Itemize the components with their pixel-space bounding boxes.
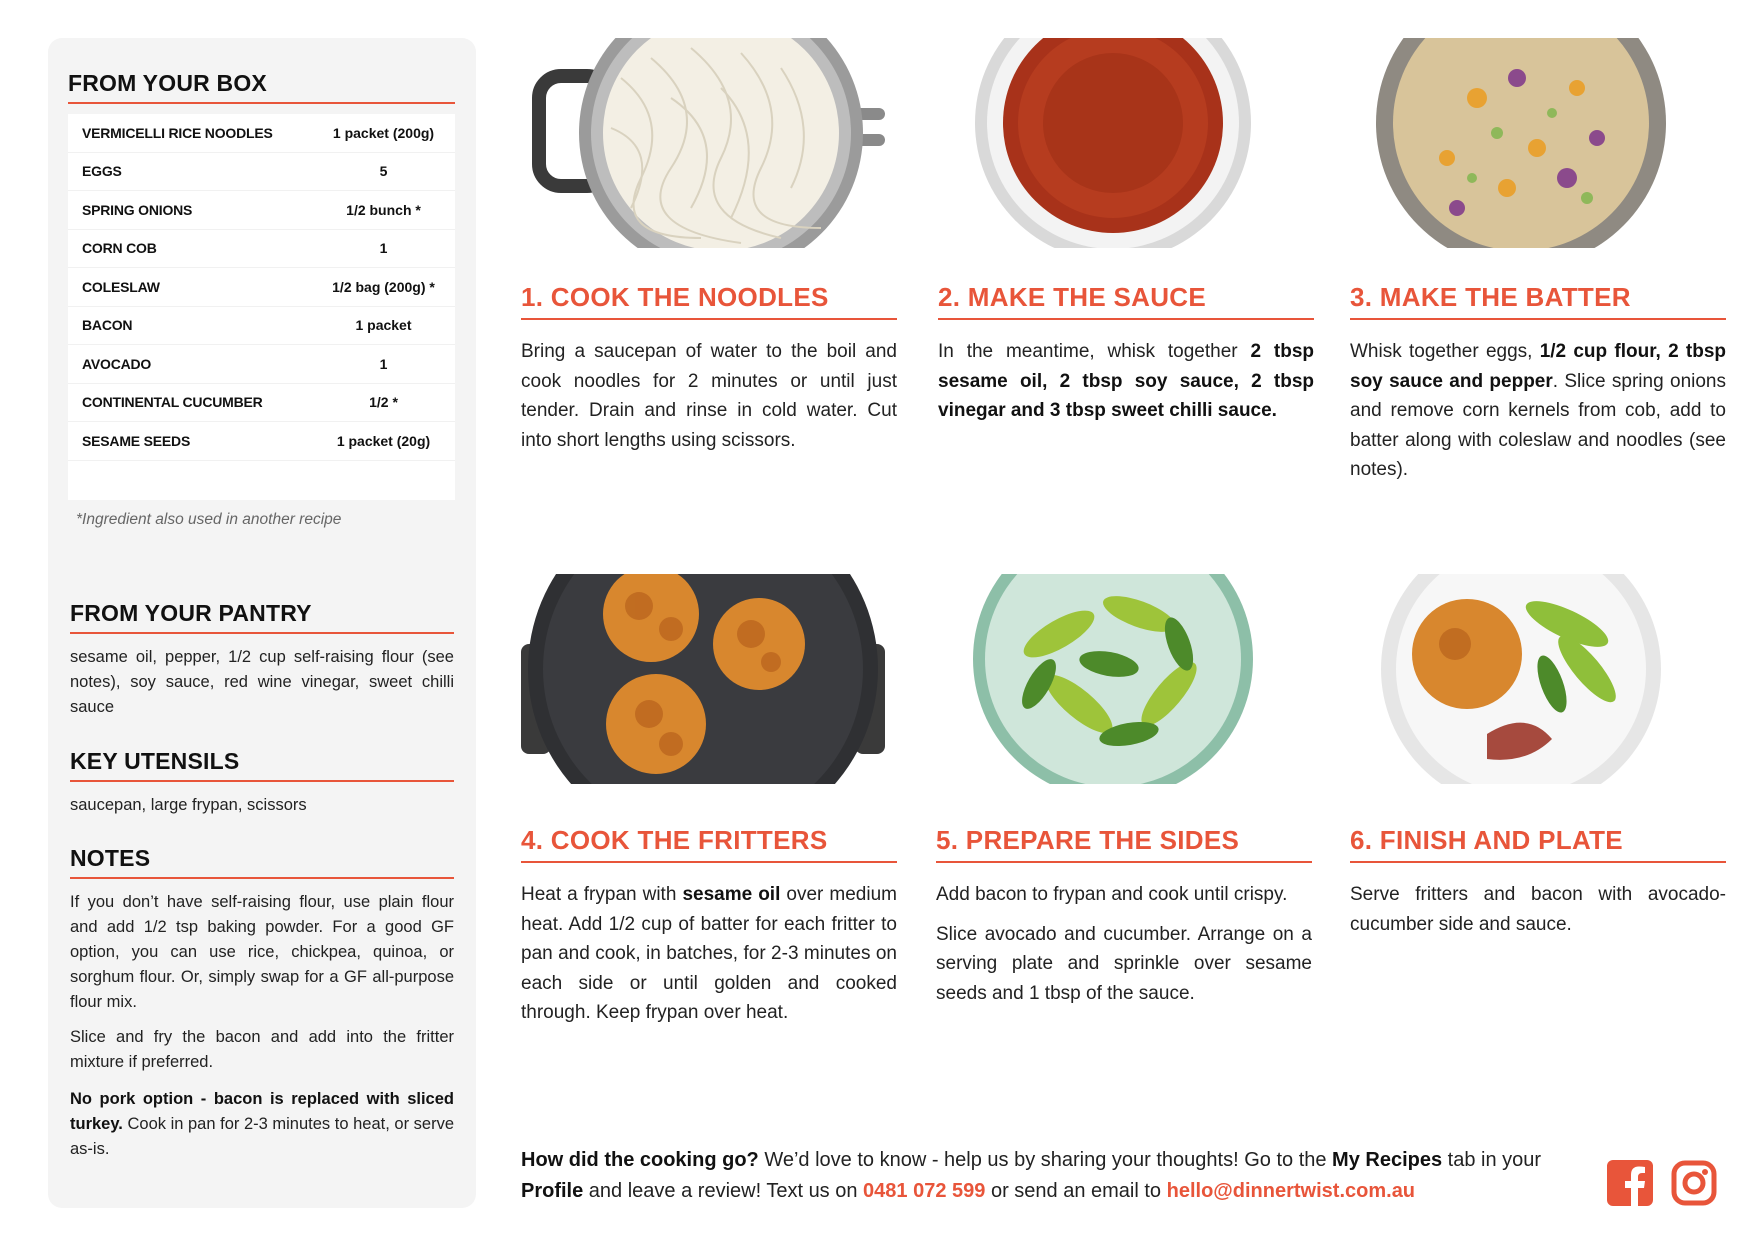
text-run: Heat a frypan with (521, 884, 683, 905)
step-3-text (1350, 337, 1726, 485)
ingredient-name: SESAME SEEDS (82, 432, 191, 449)
pantry-heading: FROM YOUR PANTRY (70, 600, 454, 634)
ingredient-row (68, 191, 455, 230)
notes-paragraph-1: If you don’t have self-raising flour, use plain flour and add 1/2 tsp baking powder. For a good GF option, you can use rice, chickpea, quinoa, or sorghum flour. Or, simply swap for a GF all-purpose flour mix. (70, 893, 454, 1011)
no-pork-text: Cook in pan for 2-3 minutes to heat, or serve as-is. (70, 1115, 454, 1158)
step-4-text (521, 880, 897, 1028)
bold-text: sesame oil (682, 884, 781, 905)
profile-link[interactable]: Profile (521, 1180, 584, 1202)
ingredient-row (68, 345, 455, 384)
phone-link[interactable]: 0481 072 599 (863, 1180, 986, 1202)
text-run: Bring a saucepan of water to the boil and cook noodles for 2 minutes or until just tender. Drain and rinse in cold water. Cut into short lengths using scissors. (521, 341, 897, 451)
step-3-body (1350, 337, 1726, 495)
feedback-text-2: tab in your (1442, 1149, 1542, 1171)
ingredient-row (68, 307, 455, 346)
text-run: Add bacon to frypan and cook until crispy. (936, 884, 1288, 905)
feedback-footer (521, 1145, 1596, 1207)
step-4-body (521, 880, 897, 1038)
feedback-text-1: We’d love to know - help us by sharing your thoughts! Go to the (758, 1149, 1333, 1171)
ingredient-row (68, 422, 455, 461)
step-3-photo (1337, 38, 1701, 248)
step-6-title: 6. FINISH AND PLATE (1350, 825, 1726, 863)
step-5-text-2 (936, 920, 1312, 1009)
text-run: Slice avocado and cucumber. Arrange on a serving plate and sprinkle over sesame seeds and 1 tbsp of the sauce. (936, 923, 1312, 1004)
ingredient-name: COLESLAW (82, 278, 160, 295)
step-5-body (936, 880, 1312, 1018)
step-2-title: 2. MAKE THE SAUCE (938, 282, 1314, 320)
step-2-body (938, 337, 1314, 436)
ingredient-name: BACON (82, 317, 133, 334)
text-run: Whisk together eggs, (1350, 341, 1540, 362)
step-2-photo (929, 38, 1293, 248)
step-1-body (521, 337, 897, 465)
ingredient-footnote: *Ingredient also used in another recipe (76, 511, 342, 528)
notes-heading: NOTES (70, 845, 454, 879)
step-1-photo (521, 38, 885, 248)
ingredient-row (68, 268, 455, 307)
step-4-title: 4. COOK THE FRITTERS (521, 825, 897, 863)
pantry-text: sesame oil, pepper, 1/2 cup self-raising flour (see notes), soy sauce, red wine vinegar, sweet chilli sauce (70, 648, 454, 716)
ingredient-quantity: 1 packet (20g) (336, 432, 431, 449)
ingredient-quantity: 1/2 * (369, 394, 398, 411)
ingredient-row (68, 114, 455, 153)
notes-paragraph-3 (70, 1087, 454, 1162)
ingredient-name: AVOCADO (82, 355, 152, 372)
ingredient-row (68, 384, 455, 423)
step-5-photo (929, 574, 1293, 784)
instagram-icon[interactable] (1671, 1160, 1717, 1211)
ingredient-row (68, 153, 455, 192)
bold-text: 1/2 cup flour, 2 tbsp soy sauce and pepper (1350, 341, 1727, 392)
ingredient-quantity: 1 packet (200g) (332, 124, 435, 141)
ingredient-quantity: 1 (379, 240, 388, 257)
ingredient-name: VERMICELLI RICE NOODLES (82, 124, 273, 141)
ingredient-name: SPRING ONIONS (82, 201, 193, 218)
utensils-heading: KEY UTENSILS (70, 748, 454, 782)
step-4-photo (521, 574, 885, 784)
bold-text: 2 tbsp sesame oil, 2 tbsp soy sauce, 2 tbsp vinegar and 3 tbsp sweet chilli sauce. (938, 341, 1314, 421)
box-heading: FROM YOUR BOX (68, 70, 455, 104)
feedback-text-4: or send an email to (985, 1180, 1167, 1202)
ingredient-name: CONTINENTAL CUCUMBER (82, 394, 263, 411)
text-run: Serve fritters and bacon with avocado-cucumber side and sauce. (1350, 884, 1726, 935)
step-5-text-1 (936, 880, 1312, 910)
ingredients-table (68, 114, 455, 500)
step-3-title: 3. MAKE THE BATTER (1350, 282, 1726, 320)
ingredient-quantity: 5 (379, 163, 388, 180)
ingredient-row (68, 230, 455, 269)
ingredient-quantity: 1 packet (355, 317, 412, 334)
step-5-title: 5. PREPARE THE SIDES (936, 825, 1312, 863)
step-6-photo (1337, 574, 1701, 784)
text-run: over medium heat. Add 1/2 cup of batter for each fritter to pan and cook, in batches, for 2-3 minutes on each side or until golden and cooked through. Keep frypan over heat. (521, 884, 897, 1023)
no-pork-label: No pork option - bacon is replaced with sliced turkey. (70, 1090, 454, 1133)
my-recipes-link[interactable]: My Recipes (1332, 1149, 1443, 1171)
facebook-icon[interactable] (1607, 1160, 1653, 1211)
email-link[interactable]: hello@dinnertwist.com.au (1166, 1180, 1416, 1202)
utensils-text: saucepan, large frypan, scissors (70, 796, 307, 814)
step-6-body (1350, 880, 1726, 949)
ingredient-name: EGGS (82, 163, 122, 180)
notes-paragraph-2: Slice and fry the bacon and add into the fritter mixture if preferred. (70, 1028, 454, 1071)
step-2-text (938, 337, 1314, 426)
ingredient-quantity: 1/2 bag (200g) * (332, 278, 435, 295)
ingredients-sidebar (48, 38, 476, 1208)
feedback-question: How did the cooking go? (521, 1149, 759, 1171)
step-6-text (1350, 880, 1726, 939)
ingredient-quantity: 1 (379, 355, 388, 372)
ingredient-name: CORN COB (82, 240, 157, 257)
text-run: In the meantime, whisk together (938, 341, 1251, 362)
feedback-text-3: and leave a review! Text us on (583, 1180, 864, 1202)
step-1-text (521, 337, 897, 455)
step-1-title: 1. COOK THE NOODLES (521, 282, 897, 320)
text-run: . Slice spring onions and remove corn kernels from cob, add to batter along with coleslaw and noodles (see notes). (1350, 370, 1726, 480)
ingredient-quantity: 1/2 bunch * (346, 201, 421, 218)
